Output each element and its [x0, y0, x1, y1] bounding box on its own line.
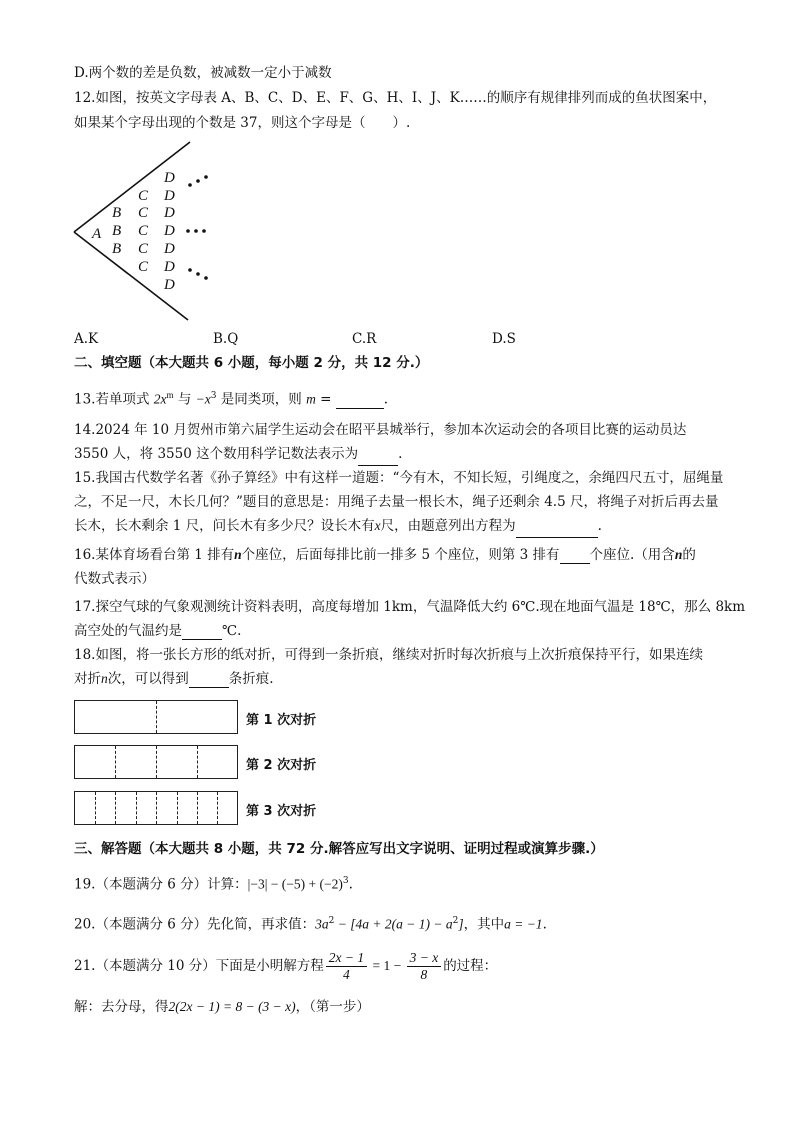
- q13-answer-blank: [336, 394, 384, 409]
- q16-line-1: 16.某体育场看台第 1 排有n个座位，后面每排比前一排多 5 个座位，则第 3 排有 个座位.（用含n的: [74, 547, 696, 563]
- ellipsis-dots: [186, 175, 208, 280]
- q12-choice-b: B.Q: [213, 331, 239, 347]
- q18-line-2: 对折n次，可以得到 条折痕.: [74, 671, 274, 687]
- crease-line: [177, 792, 178, 824]
- q14-answer-blank: [358, 451, 398, 466]
- q18-line-1: 18.如图，将一张长方形的纸对折，可得到一条折痕，继续对折时每次折痕与上次折痕保持平行，如果连续: [74, 647, 703, 663]
- q13: 13.若单项式 $2x^m$ 与 $-x^3$ 是同类项，则 m = .: [74, 390, 389, 408]
- q16-line-2: 代数式表示）: [74, 571, 155, 587]
- fish-letter-d: D: [164, 241, 175, 257]
- fold-label-1: 第 1 次对折: [246, 713, 317, 728]
- fish-pattern-figure: [72, 140, 222, 324]
- q12-choice-a: A.K: [74, 331, 99, 347]
- crease-line: [115, 746, 116, 778]
- fish-letter-d: D: [164, 259, 175, 275]
- crease-line: [197, 746, 198, 778]
- q12-line-1: 12.如图，按英文字母表 A、B、C、D、E、F、G、H、I、J、K……的顺序有规律排列而成的鱼状图案中，: [74, 90, 717, 106]
- paper-rect: [74, 700, 238, 734]
- fold-row-2: [74, 745, 334, 781]
- fish-letter-b: B: [112, 241, 122, 257]
- crease-line: [115, 792, 116, 824]
- q20: 20.（本题满分 6 分）先化简，再求值：$3a^2 - [4a + 2(a - 1) - a^2]$，其中a = −1.: [74, 916, 547, 933]
- fish-letter-b: B: [112, 205, 122, 221]
- paper-rect: [74, 791, 238, 825]
- crease-line: [156, 746, 157, 778]
- q16-answer-blank: [560, 549, 590, 564]
- crease-line: [217, 792, 218, 824]
- fish-letter-c: C: [138, 188, 149, 204]
- fish-letter-c: C: [138, 241, 149, 257]
- q12-choice-d: D.S: [492, 331, 516, 347]
- q21: 21.（本题满分 10 分）下面是小明解方程 $\frac{2x - 1}{4}$ = 1 − $\frac{3 - x}{8}$ 的过程：: [74, 950, 498, 982]
- fold-label-2: 第 2 次对折: [246, 758, 317, 773]
- fish-letter-d: D: [164, 170, 175, 186]
- fish-letter-d: D: [164, 223, 175, 239]
- q12-line-2: 如果某个字母出现的个数是 37，则这个字母是（ ）.: [74, 115, 411, 131]
- q12-choice-c: C.R: [352, 331, 377, 347]
- fish-letter-c: C: [138, 223, 149, 239]
- crease-line: [156, 701, 157, 733]
- q15: 15.我国古代数学名著《孙子算经》中有这样一道题：“今有木，不知长短，引绳度之，余绳四尺五寸，屈绳量之，不足一尺，木长几何？”题目的意思是：用绳子去量一根长木，绳子还剩余 4.5 尺，将绳子对折后再去量长木，长木剩余 1 尺，问长木有多少尺？设长木有x尺，由题意列出方程为 .: [74, 466, 724, 538]
- fraction-right: $\frac{3 - x}{8}$: [407, 950, 442, 983]
- paper-rect: [74, 745, 238, 779]
- q19: 19.（本题满分 6 分）计算：$|-3| - (-5) + (-2)^3$.: [74, 876, 353, 893]
- q11-option-d: D.两个数的差是负数，被减数一定小于减数: [74, 65, 332, 81]
- fish-letter-c: C: [138, 259, 149, 275]
- fish-letter-a: A: [92, 226, 102, 242]
- section-2-heading: 二、填空题（本大题共 6 小题，每小题 2 分，共 12 分.）: [74, 355, 429, 371]
- fraction-left: $\frac{2x - 1}{4}$: [326, 950, 367, 983]
- crease-line: [197, 792, 198, 824]
- fold-row-1: [74, 700, 334, 736]
- q18-answer-blank: [189, 673, 229, 688]
- q17-line-1: 17.探空气球的气象观测统计资料表明，高度每增加 1km，气温降低大约 6℃.现在地面气温是 18℃，那么 8km: [74, 599, 746, 615]
- fish-letter-d: D: [164, 188, 175, 204]
- fold-row-3: [74, 791, 334, 827]
- fish-letter-b: B: [112, 223, 122, 239]
- fish-letter-d: D: [164, 205, 175, 221]
- solution-step-1: 解：去分母，得2(2x − 1) = 8 − (3 − x)，（第一步）: [74, 999, 370, 1015]
- fish-letter-c: C: [138, 205, 149, 221]
- fish-letter-d: D: [164, 277, 175, 293]
- fold-label-3: 第 3 次对折: [246, 804, 317, 819]
- q17-line-2: 高空处的气温约是 ℃.: [74, 623, 242, 639]
- crease-line: [136, 792, 137, 824]
- q15-answer-blank: [516, 523, 598, 538]
- q17-answer-blank: [182, 625, 222, 640]
- section-3-heading: 三、解答题（本大题共 8 小题，共 72 分.解答应写出文字说明、证明过程或演算步骤.）: [74, 841, 604, 857]
- crease-line: [95, 792, 96, 824]
- crease-line: [156, 792, 157, 824]
- q14: 14.2024 年 10 月贺州市第六届学生运动会在昭平县城举行，参加本次运动会的各项目比赛的运动员达 3550 人，将 3550 这个数用科学记数法表示为 .: [74, 418, 724, 466]
